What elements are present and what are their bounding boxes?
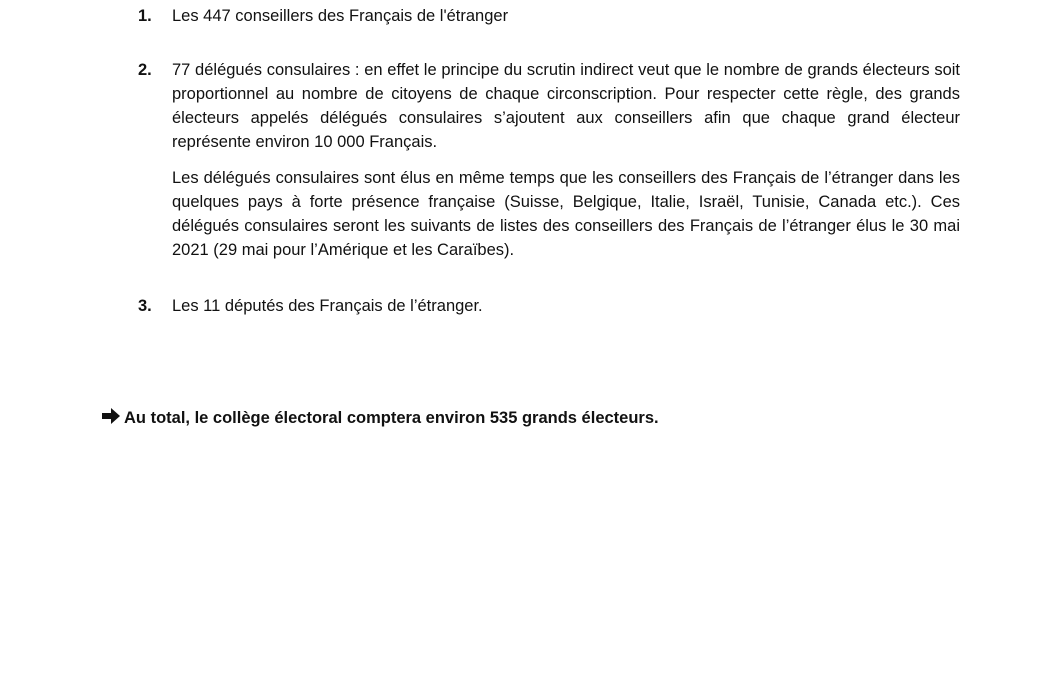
list-number: 1.	[138, 7, 152, 25]
list-item-1	[138, 4, 960, 28]
list-number: 3.	[138, 297, 152, 315]
list-item-text: Les 11 députés des Français de l’étranger.	[172, 297, 483, 315]
conclusion-text: Au total, le collège électoral comptera environ 535 grands électeurs.	[124, 409, 659, 427]
list-item-2	[138, 58, 960, 262]
list-item-body	[172, 4, 960, 28]
list-item-body	[172, 294, 960, 318]
list-item-3	[138, 294, 960, 318]
list-number: 2.	[138, 61, 152, 79]
arrow-right-icon	[102, 407, 120, 431]
conclusion-line	[102, 406, 659, 431]
list-item-text: 77 délégués consulaires : en effet le principe du scrutin indirect veut que le nombre de grands électeurs soit proportionnel au nombre de citoyens de chaque circonscription. Pour respecter cette règle, des grands électeurs appelés délégués consulaires s’ajoutent aux conseillers afin que chaque grand électeur représente environ 10 000 Français.	[172, 61, 960, 151]
list-item-text: Les délégués consulaires sont élus en même temps que les conseillers des Français de l’étranger dans les quelques pays à forte présence française (Suisse, Belgique, Italie, Israël, Tunisie, Canada etc.). Ces délégués consulaires seront les suivants de listes des conseillers des Français de l’étranger élus le 30 mai 2021 (29 mai pour l’Amérique et les Caraïbes).	[172, 169, 960, 259]
list-item-body	[172, 58, 960, 262]
list-item-text: Les 447 conseillers des Français de l'étranger	[172, 7, 509, 25]
